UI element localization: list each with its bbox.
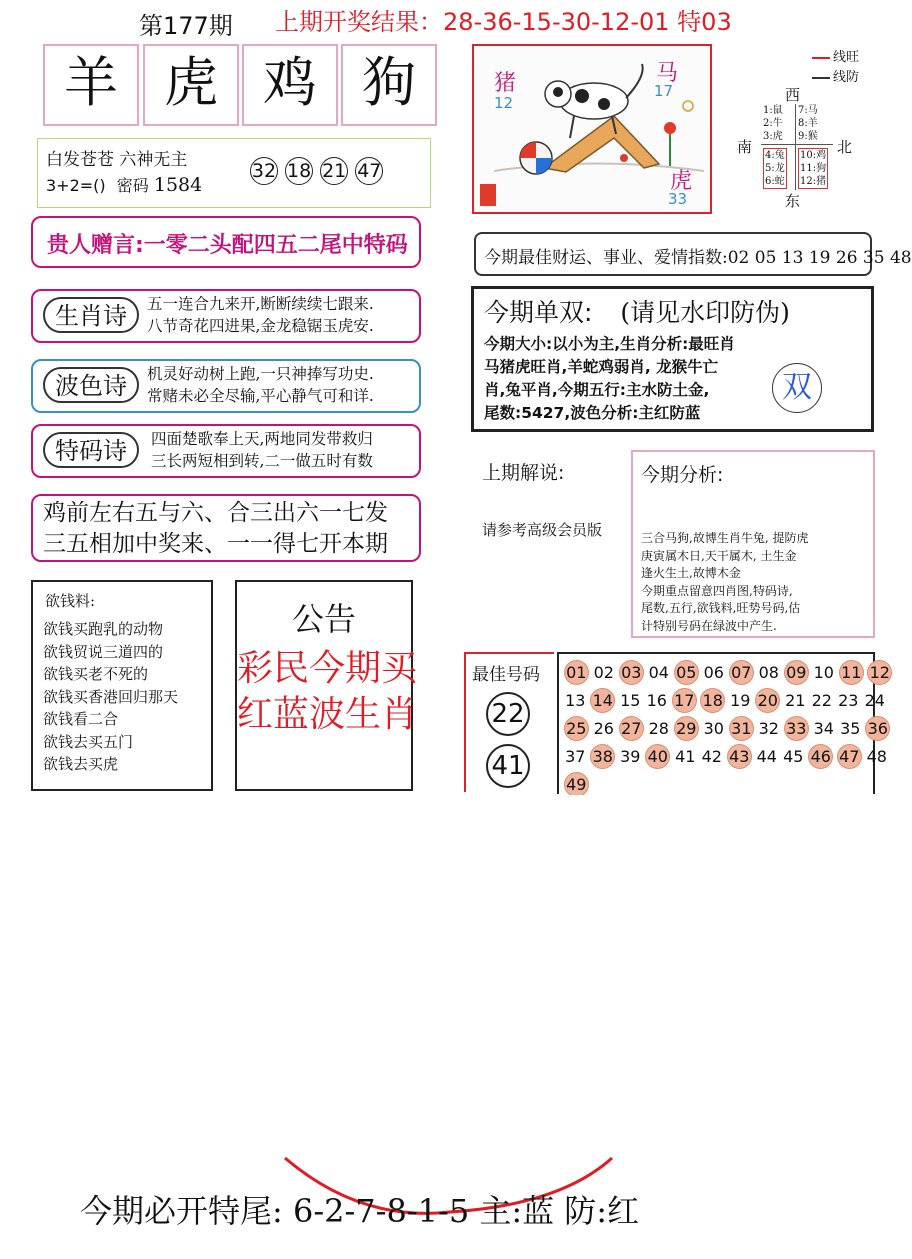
notice-line: 红蓝波生肖 — [237, 694, 418, 735]
riddle-box — [31, 494, 421, 562]
grid-number: 21 — [785, 690, 806, 710]
compass-vline — [795, 104, 796, 190]
single-double-note: (请见水印防伪) — [620, 298, 790, 327]
poem-line: 五一连合九来开,断断续续七跟来. — [147, 295, 374, 313]
grid-number: 49 — [564, 772, 589, 797]
grid-number: 18 — [700, 688, 725, 713]
compass-bottom-left: 4:兔 5:龙 6:蛇 — [765, 150, 785, 187]
grid-number: 30 — [703, 718, 724, 738]
grid-number: 01 — [564, 660, 589, 685]
circled-number: 47 — [355, 157, 383, 185]
grid-number: 27 — [619, 716, 644, 741]
grid-number: 45 — [783, 746, 804, 766]
legend — [812, 48, 859, 88]
grid-number: 05 — [674, 660, 699, 685]
riddle-lines — [43, 498, 388, 560]
poem-label: 生肖诗 — [43, 297, 139, 333]
last-result — [275, 2, 732, 37]
money-items — [43, 618, 178, 776]
best-index-label: 今期最佳财运、事业、爱情指数: — [484, 248, 728, 268]
poem-box-zodiac — [31, 289, 421, 343]
grid-number: 22 — [811, 690, 832, 710]
last-result-label: 上期开奖结果： — [275, 8, 443, 36]
notice-lines — [237, 646, 418, 738]
poem-line: 四面楚歌奉上天,两地同发带救归 — [151, 430, 373, 448]
grid-number: 28 — [648, 718, 669, 738]
poem-line: 三长两短相到转,二一做五时有数 — [151, 452, 373, 470]
analysis-lines — [641, 530, 808, 635]
grid-number: 40 — [645, 744, 670, 769]
grid-number: 47 — [837, 744, 862, 769]
analysis-line: 三合马狗,故博生肖牛兔, 提防虎 — [641, 531, 809, 545]
grid-number: 25 — [564, 716, 589, 741]
grid-number: 02 — [593, 662, 614, 682]
single-double-line: 尾数:5427,波色分析:主红防蓝 — [484, 404, 701, 422]
password: 1584 — [153, 174, 203, 196]
single-double-line: 今期大小:以小为主,生肖分析:最旺肖 — [484, 335, 735, 353]
grid-row — [562, 658, 890, 686]
tiger-label: 虎 — [670, 169, 693, 194]
gift-words-box — [31, 216, 421, 268]
poem-lines — [147, 363, 374, 407]
poem-line: 机灵好动树上跑,一只神捧写功史. — [147, 365, 374, 383]
best-numbers-box — [464, 652, 554, 792]
money-box — [31, 580, 213, 791]
analysis-line: 逢火生土,故博木金 — [641, 566, 741, 580]
grid-number: 33 — [784, 716, 809, 741]
riddle-line: 鸡前左右五与六、合三出六一七发 — [43, 500, 388, 526]
horse-label: 马 — [656, 61, 679, 86]
info-line1: 白发苍苍 六神无主 — [46, 150, 188, 170]
grid-number: 32 — [758, 718, 779, 738]
poem-lines — [151, 428, 373, 472]
number-grid — [557, 652, 890, 794]
issue-number: 第177期 — [139, 12, 233, 40]
single-double-line: 马猪虎旺肖,羊蛇鸡弱肖, 龙猴牛亡 — [484, 358, 719, 376]
grid-number: 42 — [701, 746, 722, 766]
poem-line: 常赌未必全尽输,平心静气可和详. — [147, 387, 374, 405]
grid-number: 13 — [565, 690, 586, 710]
circled-number: 18 — [285, 157, 313, 185]
money-item: 欲钱看二合 — [43, 710, 119, 728]
poem-box-special — [31, 424, 421, 478]
grid-number: 08 — [758, 662, 779, 682]
grid-number: 03 — [619, 660, 644, 685]
grid-number: 07 — [729, 660, 754, 685]
compass-hline — [761, 144, 833, 145]
grid-row — [562, 770, 873, 798]
grid-number: 11 — [839, 660, 864, 685]
grid-number: 14 — [590, 688, 615, 713]
compass-bottom-right: 10:鸡 11:狗 12:猪 — [800, 150, 827, 187]
notice-line: 彩民今期买 — [237, 648, 418, 689]
last-explain-title: 上期解说: — [482, 462, 565, 484]
money-item: 欲钱去买五门 — [43, 732, 134, 751]
grid-number: 15 — [620, 690, 641, 710]
zodiac-box-2: 虎 — [143, 44, 239, 126]
money-item: 欲钱买老不死的 — [43, 665, 149, 683]
best-number: 41 — [486, 744, 530, 788]
grid-number: 37 — [565, 746, 586, 766]
analysis-title: 今期分析: — [641, 464, 724, 486]
single-double-header — [484, 293, 790, 329]
compass-east: 东 — [785, 192, 801, 210]
zodiac-picture — [472, 44, 712, 214]
grid-row — [562, 714, 888, 742]
pig-number: 12 — [494, 94, 514, 112]
grid-number: 20 — [755, 688, 780, 713]
poem-lines — [147, 293, 374, 337]
zodiac-box-1: 羊 — [43, 44, 139, 126]
compass-west: 西 — [785, 86, 801, 104]
legend-wang: 线旺 — [812, 48, 859, 68]
last-explain-body: 请参考高级会员版 — [482, 521, 603, 539]
info-line2 — [46, 173, 202, 196]
compass-south: 南 — [737, 138, 753, 156]
grid-number: 31 — [729, 716, 754, 741]
best-number: 22 — [486, 692, 530, 736]
watermark-stamp: 双 — [772, 363, 822, 413]
equation: 3+2=() — [46, 176, 106, 195]
poem-line: 八节奇花四进果,金龙稳锯玉虎安. — [147, 317, 374, 335]
compass — [737, 84, 855, 210]
tiger-number: 33 — [668, 190, 688, 208]
last-result-special: 特03 — [677, 8, 732, 36]
riddle-line: 三五相加中奖来、一一得七开本期 — [43, 531, 388, 557]
grid-number: 36 — [865, 716, 890, 741]
gift-words: 贵人赠言:一零二头配四五二尾中特码 — [47, 233, 408, 258]
grid-number: 19 — [730, 690, 751, 710]
money-item: 欲钱去买虎 — [43, 755, 119, 773]
grid-number: 48 — [866, 746, 887, 766]
best-numbers-label: 最佳号码 — [472, 665, 540, 685]
circled-numbers — [250, 157, 385, 185]
poem-label: 特码诗 — [43, 432, 139, 468]
analysis-line: 计特别号码在绿波中产生. — [641, 618, 777, 633]
pig-label: 猪 — [494, 71, 517, 96]
grid-row — [562, 686, 885, 714]
zodiac-box-4: 狗 — [341, 44, 437, 126]
poem-box-color — [31, 359, 421, 413]
notice-box — [235, 580, 418, 791]
grid-number: 24 — [864, 690, 885, 710]
grid-number: 17 — [672, 688, 697, 713]
circled-number: 21 — [320, 157, 348, 185]
poem-label: 波色诗 — [43, 367, 139, 403]
grid-number: 04 — [648, 662, 669, 682]
circled-number: 32 — [250, 157, 278, 185]
grid-number: 38 — [590, 744, 615, 769]
grid-number: 06 — [703, 662, 724, 682]
password-label: 密码 — [116, 176, 149, 195]
grid-number: 35 — [840, 718, 861, 738]
single-double-line: 肖,兔平肖,今期五行:主水防土金, — [484, 381, 710, 399]
grid-number: 39 — [620, 746, 641, 766]
single-double-box — [471, 286, 874, 432]
grid-rows — [562, 658, 890, 798]
grid-number: 16 — [646, 690, 667, 710]
money-title: 欲钱料: — [45, 592, 96, 610]
grid-number: 41 — [675, 746, 696, 766]
compass-north: 北 — [837, 138, 853, 156]
last-result-numbers: 28-36-15-30-12-01 — [443, 8, 670, 36]
best-index — [484, 243, 912, 268]
money-item: 欲钱买香港回归那天 — [43, 687, 179, 706]
zodiac-box-3: 鸡 — [242, 44, 338, 126]
single-double-title: 今期单双: — [484, 298, 593, 327]
grid-number: 34 — [813, 718, 834, 738]
grid-number: 46 — [808, 744, 833, 769]
compass-top-right: 7:马 8:羊 9:猴 — [798, 105, 818, 142]
analysis-line: 庚寅属木日,天干属木, 土生金 — [641, 548, 797, 563]
grid-number: 26 — [593, 718, 614, 738]
grid-number: 29 — [674, 716, 699, 741]
analysis-line: 尾数,五行,欲钱料,旺势号码,估 — [641, 601, 801, 615]
analysis-box — [631, 450, 875, 638]
bottom-text: 今期必开特尾: 6-2-7-8-1-5 主:蓝 防:红 — [80, 1192, 640, 1230]
money-item: 欲钱买跑乳的动物 — [43, 620, 164, 638]
grid-number: 23 — [838, 690, 859, 710]
grid-number: 44 — [756, 746, 777, 766]
money-item: 欲钱贸说三道四的 — [43, 642, 164, 661]
grid-number: 10 — [813, 662, 834, 682]
blank-area — [0, 795, 900, 1155]
notice-title: 公告 — [291, 600, 356, 638]
best-index-value: 02 05 13 19 26 35 48 — [727, 248, 912, 268]
grid-number: 12 — [867, 660, 892, 685]
info-box — [37, 138, 431, 208]
legend-fang: 线防 — [812, 68, 859, 88]
single-double-text — [484, 333, 735, 425]
grid-number: 09 — [784, 660, 809, 685]
grid-number: 43 — [727, 744, 752, 769]
analysis-line: 今期重点留意四肖图,特码诗, — [641, 583, 793, 598]
best-index-box — [474, 232, 912, 276]
compass-top-left: 1:鼠 2:牛 3:虎 — [763, 105, 783, 142]
horse-number: 17 — [654, 82, 674, 100]
grid-row — [562, 742, 887, 770]
